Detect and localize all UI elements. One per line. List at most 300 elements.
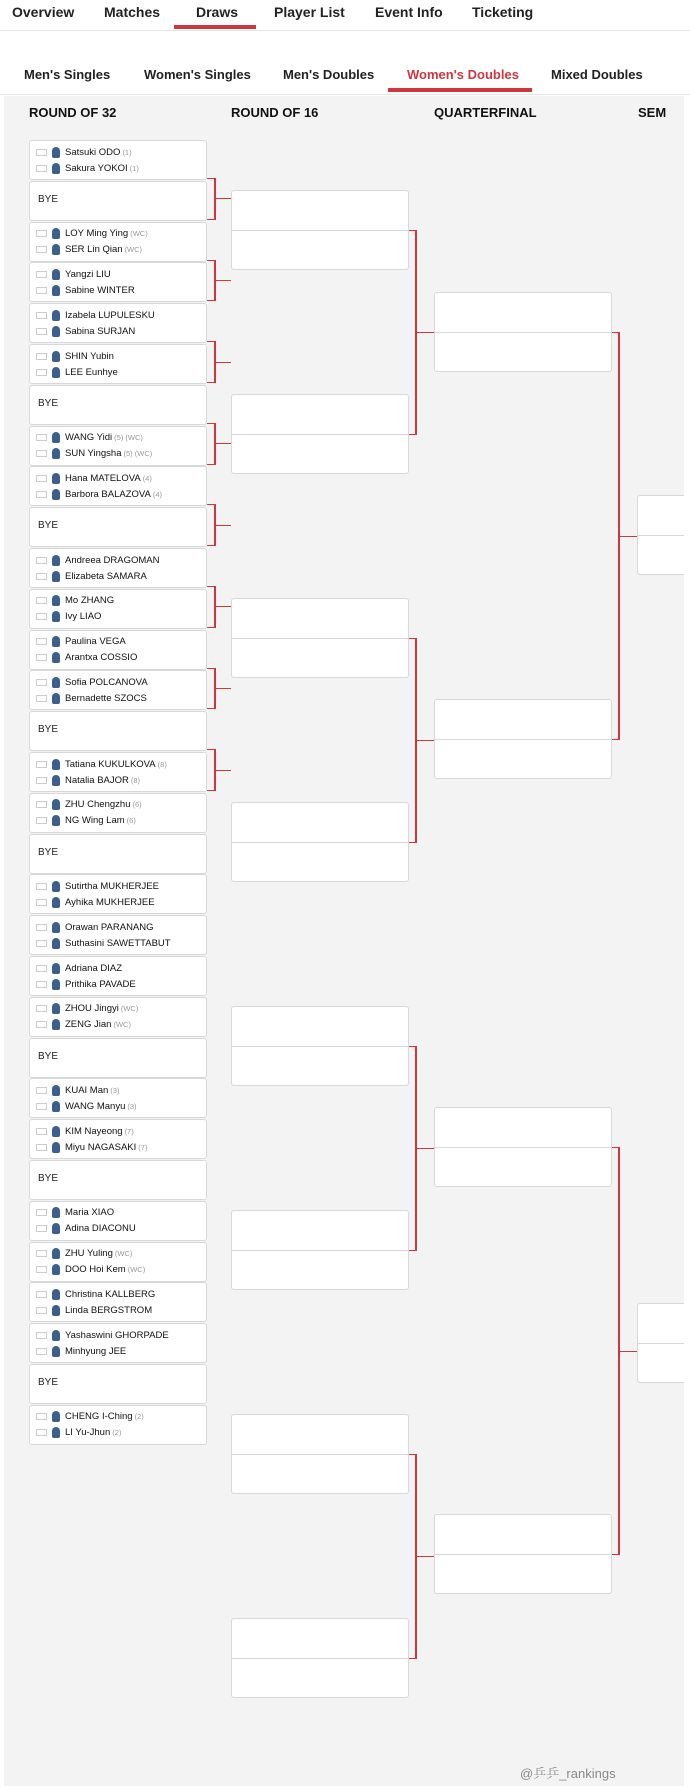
- flag-icon: [36, 597, 47, 604]
- bracket-connector: [207, 423, 214, 424]
- player-row[interactable]: [30, 282, 135, 298]
- bye-slot: [29, 1364, 207, 1404]
- bracket-connector: [214, 362, 231, 363]
- bracket-connector: [618, 1351, 637, 1352]
- player-avatar: [52, 351, 60, 362]
- player-name: Sabina SURJAN: [65, 325, 136, 337]
- tab-player-list[interactable]: Player List: [274, 4, 345, 20]
- player-avatar: [52, 677, 60, 688]
- player-avatar: [52, 759, 60, 770]
- player-name: LEE Eunhye: [65, 366, 118, 378]
- player-row[interactable]: [30, 813, 136, 829]
- flag-icon: [36, 777, 47, 784]
- flag-icon: [36, 287, 47, 294]
- match-slot[interactable]: [29, 1242, 207, 1282]
- bracket-connector: [415, 1148, 434, 1149]
- flag-icon: [36, 1291, 47, 1298]
- player-name: DOO Hoi Kem: [65, 1264, 126, 1276]
- player-seed: (8): [130, 775, 141, 785]
- player-avatar: [52, 555, 60, 566]
- watermark: @乒乒_rankings: [520, 1766, 616, 1781]
- player-name: Yashaswini GHORPADE: [65, 1329, 169, 1341]
- player-name: Bernadette SZOCS: [65, 692, 147, 704]
- player-name: Orawan PARANANG: [65, 921, 154, 933]
- flag-icon: [36, 1144, 47, 1151]
- player-row[interactable]: [30, 674, 148, 690]
- bracket-connector: [415, 740, 434, 741]
- player-name: SUN Yingsha: [65, 448, 122, 460]
- player-avatar: [52, 693, 60, 704]
- player-name: Elizabeta SAMARA: [65, 570, 147, 582]
- player-avatar: [52, 611, 60, 622]
- player-row[interactable]: [30, 634, 126, 650]
- bracket-connector: [207, 586, 214, 587]
- tab-ticketing[interactable]: Ticketing: [472, 4, 534, 20]
- player-name: LOY Ming Ying: [65, 228, 129, 240]
- bye-slot: [29, 385, 207, 425]
- bye-label: BYE: [38, 193, 59, 205]
- bracket-connector: [207, 708, 214, 709]
- quarterfinal-slot[interactable]: [434, 1514, 612, 1594]
- flag-icon: [36, 369, 47, 376]
- player-avatar: [52, 938, 60, 949]
- bracket-connector: [214, 525, 231, 526]
- player-row[interactable]: [30, 1082, 119, 1098]
- player-seed: (4): [152, 489, 163, 499]
- player-avatar: [52, 652, 60, 663]
- player-row[interactable]: [30, 144, 132, 160]
- player-seed: (WC): [120, 1004, 139, 1014]
- match-slot[interactable]: [29, 793, 207, 833]
- player-row[interactable]: [30, 1139, 147, 1155]
- player-row[interactable]: [30, 756, 167, 772]
- player-row[interactable]: [30, 894, 155, 910]
- player-name: Linda BERGSTROM: [65, 1304, 153, 1316]
- player-seed: (2): [134, 1412, 144, 1422]
- round-of-16-slot[interactable]: [231, 190, 409, 270]
- quarterfinal-slot[interactable]: [434, 1107, 612, 1187]
- player-name: Natalia BAJOR: [65, 774, 129, 786]
- player-row[interactable]: [30, 1262, 145, 1278]
- player-seed: (5) (WC): [114, 433, 143, 443]
- flag-icon: [36, 1209, 47, 1216]
- player-row[interactable]: [30, 609, 101, 625]
- player-name: Sakura YOKOI: [65, 162, 128, 174]
- player-row[interactable]: [30, 348, 114, 364]
- flag-icon: [36, 475, 47, 482]
- player-avatar: [52, 163, 60, 174]
- bracket-connector: [214, 688, 231, 689]
- flag-icon: [36, 1429, 47, 1436]
- event-tab-mens-doubles[interactable]: Men's Doubles: [283, 67, 375, 82]
- player-row[interactable]: [30, 935, 171, 951]
- player-name: Sofia POLCANOVA: [65, 676, 148, 688]
- flag-icon: [36, 1103, 47, 1110]
- match-slot[interactable]: [29, 1405, 207, 1445]
- player-name: ZHOU Jingyi: [65, 1003, 119, 1015]
- player-row[interactable]: [30, 486, 162, 502]
- player-name: NG Wing Lam: [65, 815, 125, 827]
- top-navigation: [0, 0, 690, 31]
- player-row[interactable]: [30, 960, 122, 976]
- player-name: ZENG Jian: [65, 1019, 112, 1031]
- quarterfinal-slot[interactable]: [434, 292, 612, 372]
- round-header-2: ROUND OF 16: [231, 105, 319, 120]
- player-seed: (6): [126, 816, 136, 826]
- match-slot[interactable]: [29, 915, 207, 955]
- player-name: Maria XIAO: [65, 1207, 115, 1219]
- match-slot[interactable]: [29, 997, 207, 1037]
- player-seed: (WC): [113, 1020, 131, 1030]
- player-name: Hana MATELOVA: [65, 472, 141, 484]
- player-row[interactable]: [30, 1001, 138, 1017]
- player-name: Prithika PAVADE: [65, 978, 136, 990]
- player-row[interactable]: [30, 364, 118, 380]
- player-seed: (1): [122, 147, 132, 157]
- player-avatar: [52, 1223, 60, 1234]
- round-of-16-slot[interactable]: [231, 1618, 409, 1698]
- match-slot[interactable]: [29, 466, 207, 506]
- player-avatar: [52, 1427, 60, 1438]
- player-seed: (1): [129, 163, 139, 173]
- player-avatar: [52, 432, 60, 443]
- flag-icon: [36, 817, 47, 824]
- player-avatar: [52, 310, 60, 321]
- player-row[interactable]: [30, 919, 154, 935]
- bracket-connector: [415, 332, 434, 333]
- event-tab-womens-singles[interactable]: Women's Singles: [144, 67, 251, 82]
- slot-divider: [232, 434, 408, 435]
- match-slot[interactable]: [29, 1282, 207, 1322]
- bracket-connector: [214, 198, 231, 199]
- tab-overview[interactable]: Overview: [12, 4, 75, 20]
- player-row[interactable]: [30, 307, 155, 323]
- tab-event-info[interactable]: Event Info: [375, 4, 443, 20]
- player-avatar: [52, 269, 60, 280]
- player-row[interactable]: [30, 446, 152, 462]
- player-avatar: [52, 1019, 60, 1030]
- player-row[interactable]: [30, 650, 137, 666]
- player-name: Izabela LUPULESKU: [65, 309, 155, 321]
- slot-divider: [232, 842, 408, 843]
- player-avatar: [52, 1305, 60, 1316]
- player-name: Sutirtha MUKHERJEE: [65, 880, 159, 892]
- player-row[interactable]: [30, 1409, 144, 1425]
- player-name: WANG Yidi: [65, 432, 113, 444]
- player-name: Miyu NAGASAKI: [65, 1141, 137, 1153]
- player-avatar: [52, 1003, 60, 1014]
- flag-icon: [36, 312, 47, 319]
- player-avatar: [52, 1207, 60, 1218]
- match-slot[interactable]: [29, 1119, 207, 1159]
- round-of-16-slot[interactable]: [231, 802, 409, 882]
- bracket-connector: [207, 668, 214, 669]
- match-slot[interactable]: [29, 589, 207, 629]
- player-seed: (WC): [114, 1249, 133, 1259]
- bye-slot: [29, 1160, 207, 1200]
- bye-label: BYE: [38, 724, 59, 736]
- player-name: ZHU Chengzhu: [65, 799, 131, 811]
- match-slot[interactable]: [29, 262, 207, 302]
- player-avatar: [52, 489, 60, 500]
- bye-label: BYE: [38, 520, 59, 532]
- bracket-connector: [207, 300, 214, 301]
- player-seed: (4): [142, 473, 152, 483]
- player-avatar: [52, 815, 60, 826]
- player-row[interactable]: [30, 1098, 137, 1114]
- player-row[interactable]: [30, 568, 147, 584]
- flag-icon: [36, 981, 47, 988]
- bracket-connector: [207, 545, 214, 546]
- bye-slot: [29, 507, 207, 547]
- player-name: Sabine WINTER: [65, 284, 135, 296]
- round-header-1: ROUND OF 32: [29, 105, 117, 120]
- event-tab-mens-singles[interactable]: Men's Singles: [24, 67, 111, 82]
- slot-divider: [232, 1046, 408, 1047]
- round-header-3: QUARTERFINAL: [434, 105, 537, 120]
- player-seed: (WC): [124, 245, 143, 255]
- draw-bracket: [4, 96, 684, 1786]
- flag-icon: [36, 246, 47, 253]
- flag-icon: [36, 230, 47, 237]
- player-avatar: [52, 897, 60, 908]
- flag-icon: [36, 1413, 47, 1420]
- event-tabs: [0, 58, 690, 95]
- player-avatar: [52, 326, 60, 337]
- round-of-16-slot[interactable]: [231, 1006, 409, 1086]
- bracket-connector: [207, 749, 214, 750]
- player-row[interactable]: [30, 1221, 136, 1237]
- slot-divider: [232, 638, 408, 639]
- player-row[interactable]: [30, 470, 152, 486]
- player-avatar: [52, 1248, 60, 1259]
- player-avatar: [52, 881, 60, 892]
- flag-icon: [36, 899, 47, 906]
- match-slot[interactable]: [29, 222, 207, 262]
- player-avatar: [52, 228, 60, 239]
- player-row[interactable]: [30, 430, 143, 446]
- player-avatar: [52, 922, 60, 933]
- flag-icon: [36, 328, 47, 335]
- slot-divider: [435, 1554, 611, 1555]
- bracket-connector: [214, 770, 231, 771]
- flag-icon: [36, 801, 47, 808]
- player-name: Barbora BALAZOVA: [65, 488, 151, 500]
- player-avatar: [52, 571, 60, 582]
- player-row[interactable]: [30, 1017, 131, 1033]
- player-name: Arantxa COSSIO: [65, 652, 138, 664]
- flag-icon: [36, 695, 47, 702]
- flag-icon: [36, 924, 47, 931]
- bracket-connector: [207, 464, 214, 465]
- player-row[interactable]: [30, 976, 136, 992]
- match-slot[interactable]: [29, 1078, 207, 1118]
- player-row[interactable]: [30, 1246, 132, 1262]
- flag-icon: [36, 1348, 47, 1355]
- flag-icon: [36, 1225, 47, 1232]
- flag-icon: [36, 573, 47, 580]
- player-row[interactable]: [30, 772, 140, 788]
- event-tab-mixed-doubles[interactable]: Mixed Doubles: [551, 67, 643, 82]
- player-name: LI Yu-Jhun: [65, 1427, 111, 1439]
- player-name: Suthasini SAWETTABUT: [65, 937, 171, 949]
- round-header-4: SEM: [638, 105, 667, 120]
- match-slot[interactable]: [29, 1323, 207, 1363]
- player-avatar: [52, 1411, 60, 1422]
- slot-divider: [638, 535, 684, 536]
- flag-icon: [36, 654, 47, 661]
- flag-icon: [36, 883, 47, 890]
- player-row[interactable]: [30, 552, 160, 568]
- bracket-connector: [207, 178, 214, 179]
- player-name: Andreea DRAGOMAN: [65, 554, 160, 566]
- player-name: Ayhika MUKHERJEE: [65, 896, 155, 908]
- round-of-16-slot[interactable]: [231, 598, 409, 678]
- flag-icon: [36, 450, 47, 457]
- bracket-connector: [214, 606, 231, 607]
- flag-icon: [36, 1087, 47, 1094]
- flag-icon: [36, 1005, 47, 1012]
- player-seed: (3): [110, 1085, 120, 1095]
- match-slot[interactable]: [29, 548, 207, 588]
- bye-slot: [29, 711, 207, 751]
- player-avatar: [52, 448, 60, 459]
- round-of-16-slot[interactable]: [231, 1414, 409, 1494]
- player-row[interactable]: [30, 266, 111, 282]
- player-avatar: [52, 1264, 60, 1275]
- flag-icon: [36, 491, 47, 498]
- bracket-connector: [214, 443, 231, 444]
- bracket-connector: [207, 504, 214, 505]
- match-slot[interactable]: [29, 426, 207, 466]
- bye-label: BYE: [38, 397, 59, 409]
- player-avatar: [52, 473, 60, 484]
- slot-divider: [232, 230, 408, 231]
- player-row[interactable]: [30, 1327, 169, 1343]
- slot-divider: [232, 1658, 408, 1659]
- flag-icon: [36, 940, 47, 947]
- player-avatar: [52, 367, 60, 378]
- quarterfinal-slot[interactable]: [434, 699, 612, 779]
- flag-icon: [36, 271, 47, 278]
- flag-icon: [36, 1021, 47, 1028]
- match-slot[interactable]: [29, 630, 207, 670]
- player-seed: (8): [157, 759, 167, 769]
- player-name: KIM Nayeong: [65, 1125, 123, 1137]
- match-slot[interactable]: [29, 956, 207, 996]
- player-row[interactable]: [30, 323, 135, 339]
- bye-slot: [29, 834, 207, 874]
- slot-divider: [232, 1250, 408, 1251]
- flag-icon: [36, 1332, 47, 1339]
- match-slot[interactable]: [29, 670, 207, 710]
- player-name: CHENG I-Ching: [65, 1411, 133, 1423]
- slot-divider: [435, 332, 611, 333]
- flag-icon: [36, 149, 47, 156]
- match-slot[interactable]: [29, 752, 207, 792]
- player-row[interactable]: [30, 878, 159, 894]
- player-avatar: [52, 963, 60, 974]
- match-slot[interactable]: [29, 874, 207, 914]
- player-seed: (5) (WC): [123, 449, 153, 459]
- player-row[interactable]: [30, 1286, 155, 1302]
- slot-divider: [435, 1147, 611, 1148]
- bracket-connector: [207, 219, 214, 220]
- flag-icon: [36, 434, 47, 441]
- player-name: ZHU Yuling: [65, 1248, 113, 1260]
- player-avatar: [52, 285, 60, 296]
- round-of-16-slot[interactable]: [231, 394, 409, 474]
- player-name: Mo ZHANG: [65, 595, 115, 607]
- player-row[interactable]: [30, 1425, 121, 1441]
- event-tab-womens-doubles[interactable]: Women's Doubles: [407, 67, 519, 82]
- player-row[interactable]: [30, 226, 148, 242]
- player-avatar: [52, 595, 60, 606]
- match-slot[interactable]: [29, 303, 207, 343]
- flag-icon: [36, 761, 47, 768]
- player-seed: (2): [112, 1428, 122, 1438]
- player-row[interactable]: [30, 160, 139, 176]
- player-avatar: [52, 1126, 60, 1137]
- player-avatar: [52, 799, 60, 810]
- bye-label: BYE: [38, 1050, 59, 1062]
- round-of-16-slot[interactable]: [231, 1210, 409, 1290]
- player-row[interactable]: [30, 1123, 134, 1139]
- tab-draws[interactable]: Draws: [196, 4, 239, 20]
- player-row[interactable]: [30, 1343, 126, 1359]
- bye-label: BYE: [38, 1377, 59, 1388]
- player-seed: (7): [124, 1126, 134, 1136]
- player-name: SHIN Yubin: [65, 350, 114, 362]
- flag-icon: [36, 638, 47, 645]
- player-name: Tatiana KUKULKOVA: [65, 758, 156, 770]
- bye-slot: [29, 1038, 207, 1078]
- match-slot[interactable]: [29, 140, 207, 180]
- semifinal-slot[interactable]: [637, 1303, 684, 1383]
- tab-matches[interactable]: Matches: [104, 4, 161, 20]
- slot-divider: [232, 1454, 408, 1455]
- flag-icon: [36, 1266, 47, 1273]
- player-seed: (6): [132, 800, 142, 810]
- bracket-connector: [207, 341, 214, 342]
- match-slot[interactable]: [29, 1201, 207, 1241]
- bye-label: BYE: [38, 846, 59, 858]
- player-row[interactable]: [30, 593, 114, 609]
- player-row[interactable]: [30, 797, 142, 813]
- bracket-connector: [415, 1556, 434, 1557]
- player-row[interactable]: [30, 690, 147, 706]
- player-name: WANG Manyu: [65, 1100, 126, 1112]
- player-name: Satsuki ODO: [65, 146, 121, 158]
- slot-divider: [638, 1343, 684, 1344]
- bracket-connector: [207, 260, 214, 261]
- player-avatar: [52, 1101, 60, 1112]
- semifinal-slot[interactable]: [637, 495, 684, 575]
- flag-icon: [36, 1307, 47, 1314]
- bracket-connector: [618, 536, 637, 537]
- player-row[interactable]: [30, 242, 142, 258]
- player-name: KUAI Man: [65, 1084, 109, 1096]
- player-seed: (WC): [127, 1265, 146, 1275]
- player-row[interactable]: [30, 1205, 114, 1221]
- player-seed: (7): [138, 1142, 148, 1152]
- player-row[interactable]: [30, 1302, 152, 1318]
- match-slot[interactable]: [29, 344, 207, 384]
- player-seed: (WC): [130, 229, 148, 239]
- bracket-connector: [214, 280, 231, 281]
- player-avatar: [52, 775, 60, 786]
- player-name: Paulina VEGA: [65, 636, 126, 648]
